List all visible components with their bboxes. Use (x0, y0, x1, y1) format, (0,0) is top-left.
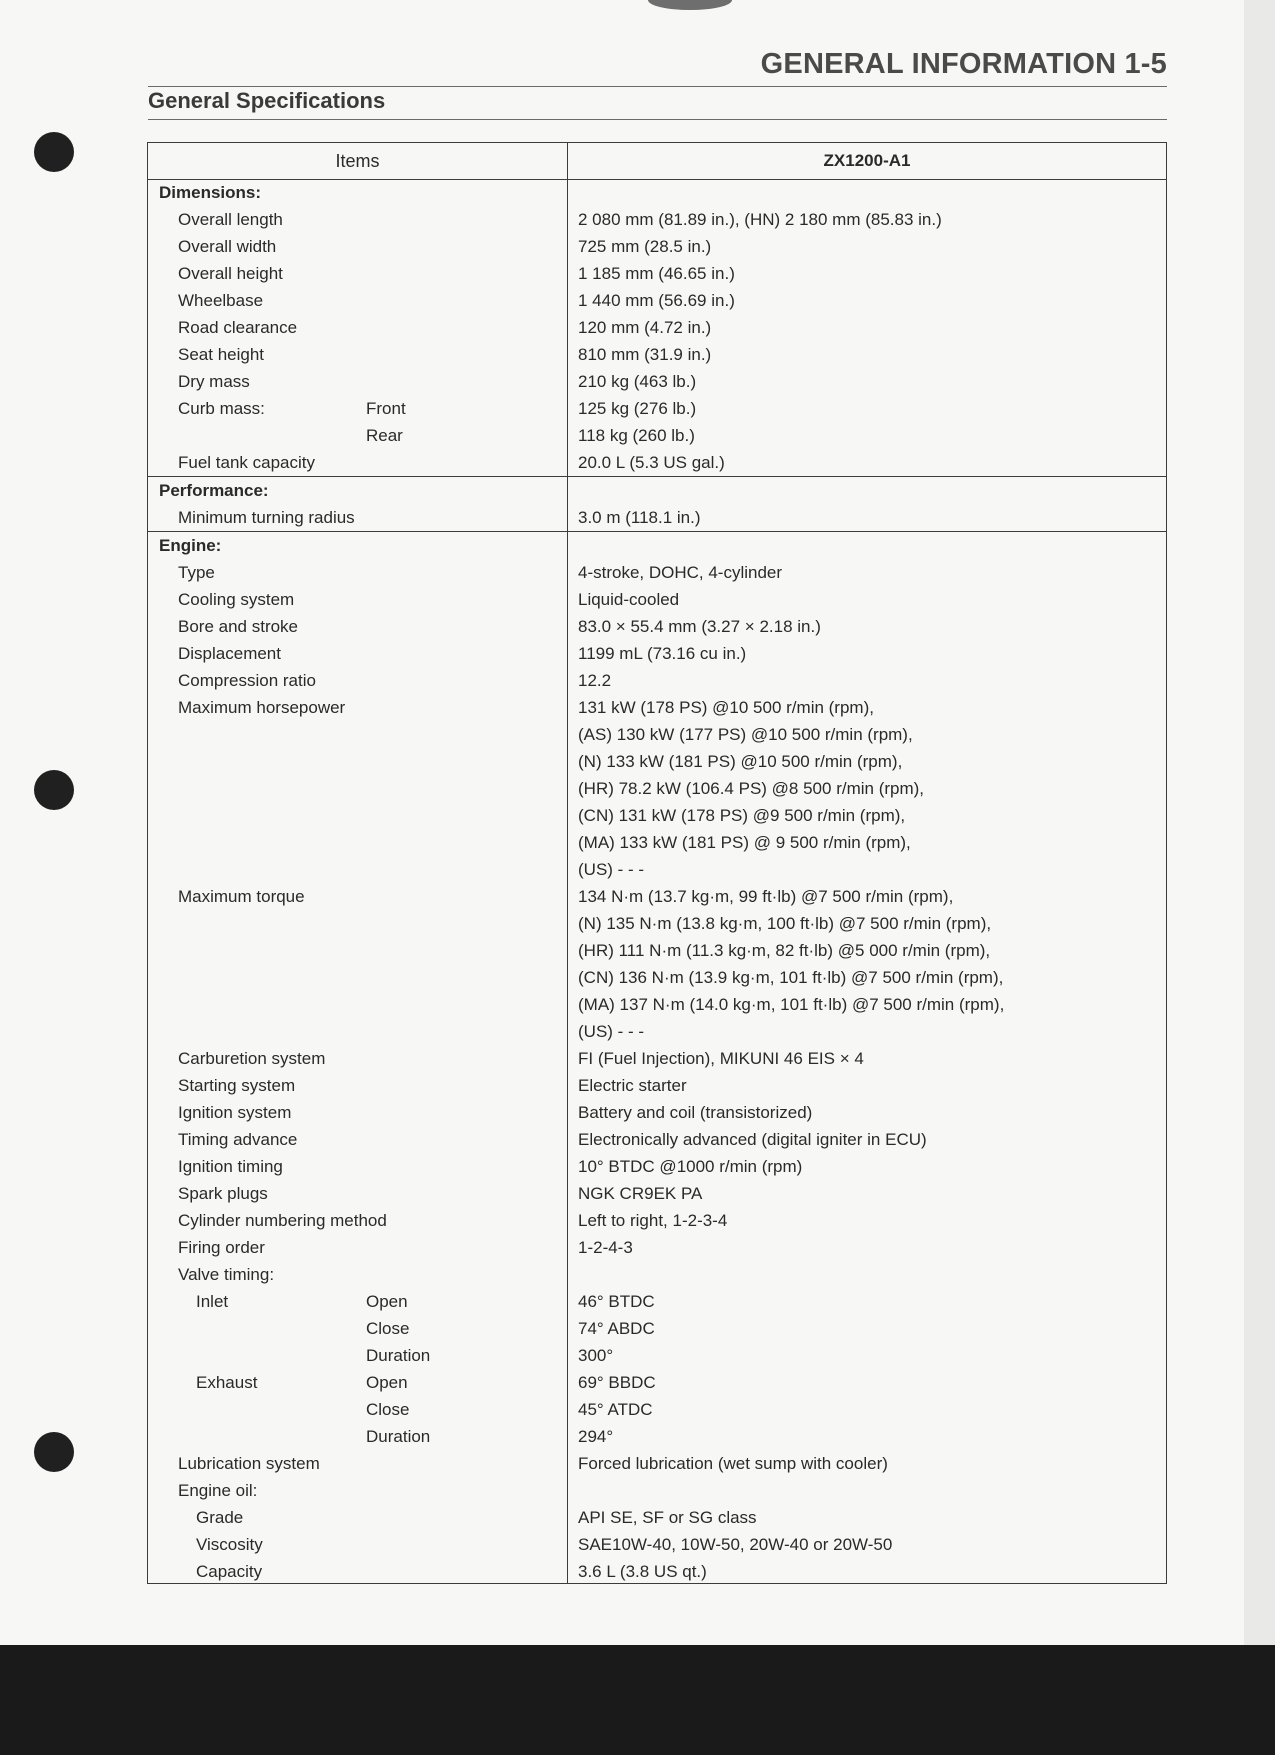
spec-value: (AS) 130 kW (177 PS) @10 500 r/min (rpm), (578, 725, 913, 744)
item-label: Cylinder numbering method (178, 1211, 387, 1230)
item-label: Dry mass (178, 372, 250, 391)
item-label: Engine: (159, 536, 222, 555)
table-row (148, 721, 1166, 748)
sub-label: Open (366, 1292, 408, 1311)
table-row (148, 802, 1166, 829)
sub-label: Close (366, 1319, 410, 1338)
table-row (148, 775, 1166, 802)
spec-value: Forced lubrication (wet sump with cooler) (578, 1454, 888, 1473)
table-row (148, 395, 1166, 422)
spec-value: 1-2-4-3 (578, 1238, 633, 1257)
item-label: Curb mass: (178, 399, 265, 418)
spec-value: (MA) 133 kW (181 PS) @ 9 500 r/min (rpm), (578, 833, 911, 852)
table-row (148, 504, 1166, 531)
table-row (148, 1234, 1166, 1261)
sub-label: Open (366, 1373, 408, 1392)
spec-value: (CN) 131 kW (178 PS) @9 500 r/min (rpm), (578, 806, 906, 825)
table-row (148, 422, 1166, 449)
item-label: Valve timing: (178, 1265, 275, 1284)
spec-value: 10° BTDC @1000 r/min (rpm) (578, 1157, 803, 1176)
spec-value: (HR) 78.2 kW (106.4 PS) @8 500 r/min (rpm), (578, 779, 925, 798)
item-label: Grade (196, 1508, 244, 1527)
table-row (148, 260, 1166, 287)
spec-value: Battery and coil (transistorized) (578, 1103, 813, 1122)
item-label: Road clearance (178, 318, 298, 337)
section-row (148, 531, 1166, 559)
table-row (148, 856, 1166, 883)
spec-value: (N) 135 N·m (13.8 kg·m, 100 ft·lb) @7 500 r/min (rpm), (578, 914, 992, 933)
item-label: Firing order (178, 1238, 265, 1257)
spec-value: Electronically advanced (digital igniter in ECU) (578, 1130, 927, 1149)
item-label: Capacity (196, 1562, 263, 1581)
item-label: Seat height (178, 345, 265, 364)
table-row (148, 991, 1166, 1018)
spec-value: 46° BTDC (578, 1292, 655, 1311)
table-row (148, 1045, 1166, 1072)
spec-value: 810 mm (31.9 in.) (578, 345, 712, 364)
table-row (148, 1072, 1166, 1099)
section-title: General Specifications (148, 88, 386, 113)
table-header (148, 143, 1166, 180)
spec-value: 3.0 m (118.1 in.) (578, 508, 701, 527)
table-row (148, 1126, 1166, 1153)
item-label: Compression ratio (178, 671, 316, 690)
item-label: Fuel tank capacity (178, 453, 316, 472)
spec-value: (MA) 137 N·m (14.0 kg·m, 101 ft·lb) @7 500 r/min (rpm), (578, 995, 1005, 1014)
item-label: Performance: (159, 481, 269, 500)
table-row (148, 829, 1166, 856)
spec-value: NGK CR9EK PA (578, 1184, 703, 1203)
spec-value: 725 mm (28.5 in.) (578, 237, 712, 256)
table-row (148, 1153, 1166, 1180)
spec-value: 134 N·m (13.7 kg·m, 99 ft·lb) @7 500 r/min (rpm), (578, 887, 954, 906)
punch-hole (34, 1432, 74, 1472)
table-body (148, 179, 1166, 1585)
item-label: Ignition system (178, 1103, 292, 1122)
spec-value: (HR) 111 N·m (11.3 kg·m, 82 ft·lb) @5 000 r/min (rpm), (578, 941, 991, 960)
item-label: Dimensions: (159, 183, 262, 202)
table-row (148, 1315, 1166, 1342)
spec-value: (CN) 136 N·m (13.9 kg·m, 101 ft·lb) @7 500 r/min (rpm), (578, 968, 1004, 987)
item-label: Starting system (178, 1076, 296, 1095)
table-row (148, 694, 1166, 721)
spec-value: 300° (578, 1346, 614, 1365)
table-row (148, 1450, 1166, 1477)
table-row (148, 937, 1166, 964)
section-row (148, 476, 1166, 504)
sub-label: Front (366, 399, 406, 418)
item-label: Overall length (178, 210, 283, 229)
spec-value: FI (Fuel Injection), MIKUNI 46 EIS × 4 (578, 1049, 864, 1068)
item-label: Overall height (178, 264, 283, 283)
column-header-model: ZX1200-A1 (823, 151, 911, 170)
spec-value: 4-stroke, DOHC, 4-cylinder (578, 563, 783, 582)
spec-value: 12.2 (578, 671, 612, 690)
table-row (148, 206, 1166, 233)
header-rule (148, 86, 1167, 87)
spec-value: (US) - - - (578, 1022, 645, 1041)
table-row (148, 964, 1166, 991)
table-row (148, 640, 1166, 667)
punch-hole (34, 770, 74, 810)
item-label: Inlet (196, 1292, 229, 1311)
item-label: Carburetion system (178, 1049, 326, 1068)
spec-value: 125 kg (276 lb.) (578, 399, 697, 418)
page-title: GENERAL INFORMATION 1-5 (760, 48, 1167, 80)
sub-label: Duration (366, 1427, 431, 1446)
item-label: Timing advance (178, 1130, 298, 1149)
item-label: Bore and stroke (178, 617, 299, 636)
item-label: Spark plugs (178, 1184, 268, 1203)
item-label: Displacement (178, 644, 281, 663)
section-row (148, 179, 1166, 206)
table-row (148, 748, 1166, 775)
table-row (148, 1207, 1166, 1234)
spec-value: 69° BBDC (578, 1373, 656, 1392)
column-header-items: Items (335, 151, 380, 171)
item-label: Overall width (178, 237, 277, 256)
table-row (148, 233, 1166, 260)
table-row (148, 910, 1166, 937)
table-row (148, 1288, 1166, 1315)
table-row (148, 667, 1166, 694)
item-label: Viscosity (196, 1535, 263, 1554)
item-label: Type (178, 563, 215, 582)
table-row (148, 368, 1166, 395)
spec-value: 131 kW (178 PS) @10 500 r/min (rpm), (578, 698, 874, 717)
item-label: Minimum turning radius (178, 508, 355, 527)
spec-value: 1 185 mm (46.65 in.) (578, 264, 735, 283)
spec-value: 3.6 L (3.8 US qt.) (578, 1562, 707, 1581)
table-row (148, 1099, 1166, 1126)
item-label: Ignition timing (178, 1157, 283, 1176)
item-label: Maximum horsepower (178, 698, 346, 717)
sub-label: Rear (366, 426, 403, 445)
spec-value: Left to right, 1-2-3-4 (578, 1211, 728, 1230)
spec-value: 83.0 × 55.4 mm (3.27 × 2.18 in.) (578, 617, 821, 636)
spec-value: 74° ABDC (578, 1319, 655, 1338)
sub-label: Close (366, 1400, 410, 1419)
table-row (148, 559, 1166, 586)
spec-value: (N) 133 kW (181 PS) @10 500 r/min (rpm), (578, 752, 903, 771)
table-row (148, 1342, 1166, 1369)
page-edge (1244, 0, 1275, 1645)
table-row (148, 1396, 1166, 1423)
table-row (148, 586, 1166, 613)
spec-value: 2 080 mm (81.89 in.), (HN) 2 180 mm (85.83 in.) (578, 210, 942, 229)
item-label: Cooling system (178, 590, 295, 609)
spec-value: 120 mm (4.72 in.) (578, 318, 712, 337)
table-row (148, 1531, 1166, 1558)
sub-label: Duration (366, 1346, 431, 1365)
spec-value: 210 kg (463 lb.) (578, 372, 697, 391)
item-label: Exhaust (196, 1373, 258, 1392)
table-row (148, 1504, 1166, 1531)
punch-hole (34, 132, 74, 172)
table-row (148, 1423, 1166, 1450)
table-row (148, 449, 1166, 476)
spec-value: Electric starter (578, 1076, 687, 1095)
table-row (148, 1369, 1166, 1396)
table-row (148, 1180, 1166, 1207)
table-row (148, 1477, 1166, 1504)
spec-value: 45° ATDC (578, 1400, 653, 1419)
spec-value: 294° (578, 1427, 614, 1446)
section-rule (148, 119, 1167, 120)
table-row (148, 314, 1166, 341)
item-label: Maximum torque (178, 887, 305, 906)
table-row (148, 1558, 1166, 1585)
spec-value: Liquid-cooled (578, 590, 680, 609)
spec-value: (US) - - - (578, 860, 645, 879)
spec-value: 1199 mL (73.16 cu in.) (578, 644, 747, 663)
spec-table (147, 142, 1167, 1584)
spec-value: API SE, SF or SG class (578, 1508, 757, 1527)
table-row (148, 287, 1166, 314)
table-row (148, 1261, 1166, 1288)
scanner-background (0, 1645, 1275, 1755)
spec-value: SAE10W-40, 10W-50, 20W-40 or 20W-50 (578, 1535, 893, 1554)
item-label: Engine oil: (178, 1481, 258, 1500)
spec-value: 20.0 L (5.3 US gal.) (578, 453, 725, 472)
spec-value: 118 kg (260 lb.) (578, 426, 695, 445)
table-row (148, 883, 1166, 910)
item-label: Wheelbase (178, 291, 264, 310)
table-row (148, 341, 1166, 368)
table-row (148, 613, 1166, 640)
item-label: Lubrication system (178, 1454, 320, 1473)
table-row (148, 1018, 1166, 1045)
spec-value: 1 440 mm (56.69 in.) (578, 291, 735, 310)
